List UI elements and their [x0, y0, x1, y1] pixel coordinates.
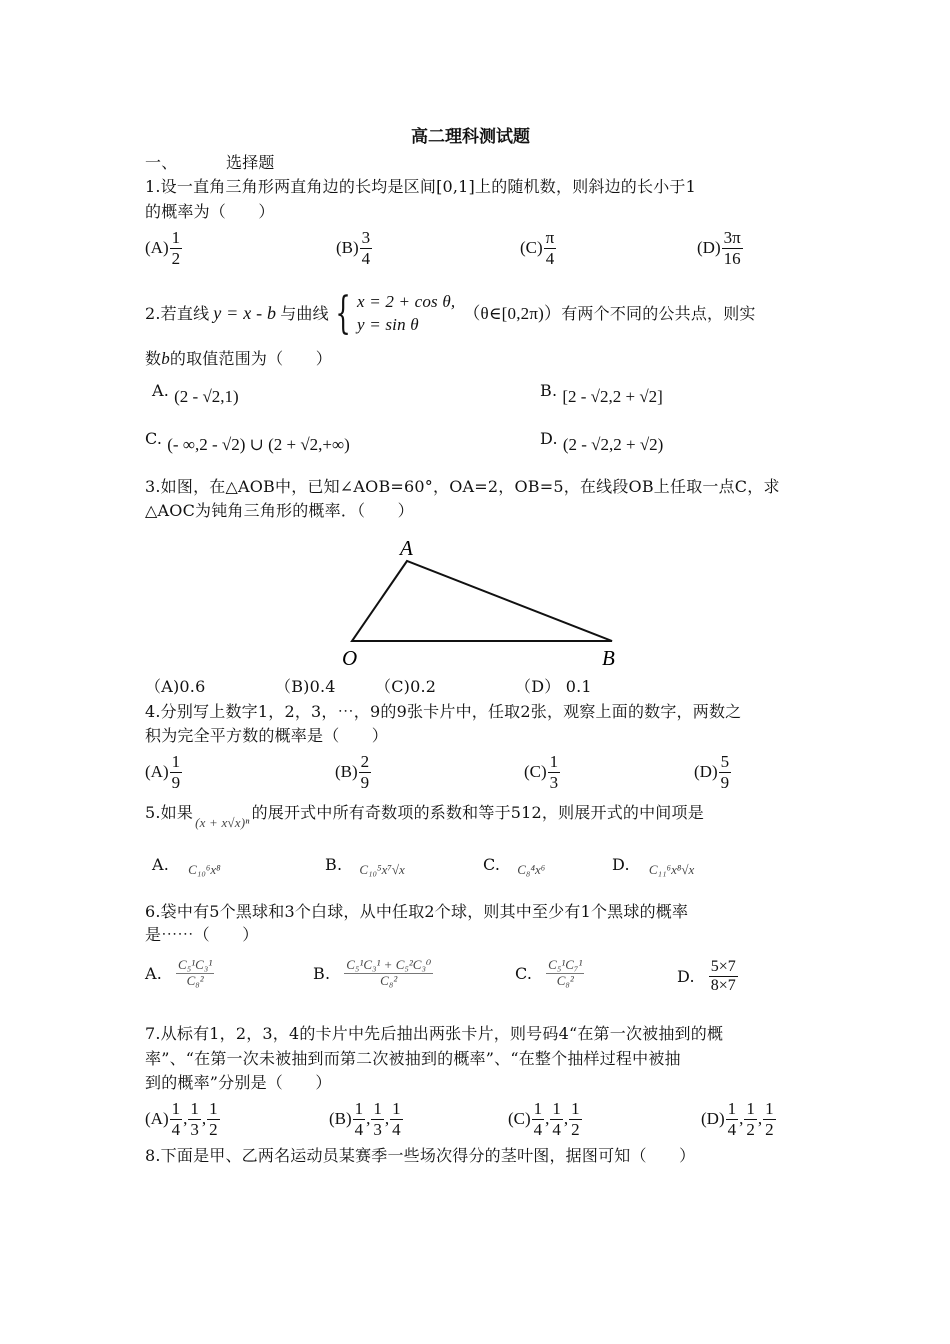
q7-option-a: (A) $\frac{1}{4}$ , $\frac{1}{3}$ , $\frac{1}{2}$ [145, 1099, 218, 1139]
fraction [709, 958, 738, 996]
option-value: C₁₁⁶x⁸√x [648, 862, 695, 877]
q8-text-line1: 8.下面是甲、乙两名运动员某赛季一些场次得分的茎叶图，据图可知（ ） [145, 1146, 696, 1165]
option-value: C₁₀⁶x⁸ [188, 862, 221, 877]
fraction [176, 958, 214, 989]
option-label: (B) [329, 1108, 352, 1128]
q1-text-line2: 的概率为（ ） [145, 202, 275, 221]
denominator: 3 [549, 772, 559, 792]
option-label: (D) [694, 761, 718, 781]
option-value: (2 - √2,1) [174, 387, 239, 406]
numerator: 1 [571, 1099, 580, 1118]
option-label: (C) [508, 1108, 531, 1128]
section-number: 一、 [145, 153, 178, 172]
fraction [763, 1099, 776, 1139]
triangle-aob [352, 561, 612, 641]
numerator: 1 [209, 1099, 218, 1118]
fraction [722, 228, 743, 268]
denominator: 4 [392, 1119, 401, 1139]
denominator: 2 [571, 1119, 580, 1139]
option-value: (- ∞,2 - √2) ∪ (2 + √2,+∞) [167, 435, 350, 454]
q6-option-b [313, 958, 434, 989]
numerator: 2 [360, 752, 370, 771]
q3-text-line2: △AOC为钝角三角形的概率．（ ） [145, 501, 414, 520]
denominator: 4 [552, 1119, 561, 1139]
q6-text-line1: 6.袋中有5个黑球和3个白球，从中任取2个球，则其中至少有1个黑球的概率 [145, 902, 689, 921]
numerator: 1 [354, 1099, 364, 1118]
line-equation: y = x - b [213, 303, 277, 324]
page-title: 高二理科测试题 [411, 127, 530, 147]
q3-option-b: （B)0.4 [275, 677, 336, 696]
q6-text-line2: 是⋯⋯（ ） [145, 925, 259, 944]
numerator: 1 [373, 1099, 382, 1118]
fraction [344, 958, 433, 989]
q5-option-a [152, 855, 221, 878]
numerator: 1 [533, 1099, 543, 1118]
section-label: 选择题 [226, 153, 275, 172]
option-label: A. [152, 381, 170, 400]
vertex-label-a: A [400, 536, 413, 560]
option-value: [2 - √2,2 + √2] [562, 387, 663, 406]
q2-option-a [152, 381, 239, 407]
option-label: D. [540, 429, 558, 448]
option-label: (A) [145, 1108, 169, 1128]
q2-start: 2.若直线 [145, 304, 210, 324]
q4-option-c [524, 752, 561, 792]
q7-text-line2: 率”、“在第一次未被抽到而第二次被抽到的概率”、“在整个抽样过程中被抽 [145, 1049, 681, 1068]
q5-start: 5.如果 [145, 803, 194, 822]
denominator: 8×7 [710, 977, 736, 995]
q3-text-line1: 3.如图，在△AOB中，已知∠AOB=60°，OA=2，OB=5，在线段OB上任取一点C，求 [145, 477, 780, 496]
numerator: 1 [171, 752, 181, 771]
denominator: 16 [723, 248, 741, 268]
option-label: (C) [524, 761, 547, 781]
q2-line2-pre: 数 [145, 349, 162, 368]
q5-text-line1 [145, 803, 704, 830]
q2-option-d [540, 429, 663, 455]
q4-text-line1: 4.分别写上数字1，2，3，⋯，9的9张卡片中，任取2张，观察上面的数字，两数之 [145, 702, 742, 721]
numerator: 1 [190, 1099, 199, 1118]
q4-text-line2: 积为完全平方数的概率是（ ） [145, 726, 389, 745]
system-eq-1: x = 2 + cos θ, [357, 292, 456, 311]
numerator: 5×7 [709, 958, 738, 977]
fraction [170, 752, 183, 792]
fraction [207, 1099, 220, 1139]
denominator: 2 [765, 1119, 774, 1139]
numerator: 1 [171, 228, 181, 247]
option-label: C. [483, 855, 501, 874]
denominator: 4 [354, 1119, 364, 1139]
fraction [744, 1099, 757, 1139]
numerator: 3π [723, 228, 741, 247]
q7-option-c: (C) $\frac{1}{4}$ , $\frac{1}{4}$ , $\frac{1}{2}$ [508, 1099, 580, 1139]
q7-text-line1: 7.从标有1，2，3，4的卡片中先后抽出两张卡片，则号码4“在第一次被抽到的概 [145, 1024, 724, 1043]
q2-mid: 与曲线 [280, 304, 329, 324]
option-label: C. [515, 963, 533, 983]
q6-option-c [515, 958, 585, 989]
fraction [546, 958, 584, 989]
q5-option-d [612, 855, 694, 878]
option-value: (2 - √2,2 + √2) [562, 435, 664, 454]
numerator: 1 [392, 1099, 401, 1118]
denominator: 4 [727, 1119, 737, 1139]
q1-option-a [145, 228, 183, 268]
denominator: 3 [190, 1119, 199, 1139]
q4-option-a [145, 752, 183, 792]
fraction [544, 228, 557, 268]
denominator: 2 [209, 1119, 218, 1139]
numerator: 3 [361, 228, 371, 247]
option-label: (B) [335, 761, 358, 781]
denominator: 4 [361, 248, 371, 268]
vertex-label-b: B [602, 646, 615, 670]
q2-text-line1 [145, 287, 756, 339]
option-value: C₈⁴x⁶ [517, 862, 546, 877]
numerator: C₅¹C₇¹ [548, 957, 583, 972]
numerator: C₅¹C₃¹ [178, 957, 213, 972]
denominator: 9 [360, 772, 370, 792]
q5-option-b [325, 855, 405, 878]
fraction [548, 752, 561, 792]
numerator: 1 [746, 1099, 755, 1118]
q6-option-a [145, 958, 215, 989]
option-label: (D) [697, 237, 721, 257]
fraction [360, 228, 373, 268]
denominator: 9 [720, 772, 730, 792]
fraction [390, 1099, 403, 1139]
vertex-label-o: O [342, 646, 358, 670]
fraction [170, 1099, 183, 1139]
q7-text-line3: 到的概率”分别是（ ） [145, 1073, 332, 1092]
fraction [371, 1099, 384, 1139]
denominator: 4 [171, 1119, 181, 1139]
parameter-range: （θ∈[0,2π)） [463, 303, 562, 323]
binomial-expression: (x + x√x)ⁿ [195, 814, 250, 830]
q1-option-d [697, 228, 744, 268]
q3-option-c: （C)0.2 [375, 677, 437, 696]
option-label: (A) [145, 237, 169, 257]
q7-option-d: (D) $\frac{1}{4}$ , $\frac{1}{2}$ , $\frac{1}{2}$ [701, 1099, 774, 1139]
option-label: B. [313, 963, 331, 983]
option-label: (D) [701, 1108, 725, 1128]
q2-text-line2 [145, 349, 332, 369]
fraction [359, 752, 372, 792]
denominator: C₈² [380, 972, 398, 988]
q2-line2-post: 的取值范围为（ ） [169, 349, 332, 368]
fraction [532, 1099, 545, 1139]
section-header [145, 153, 275, 172]
q4-option-d [694, 752, 732, 792]
fraction [569, 1099, 582, 1139]
q2-end: 有两个不同的公共点，则实 [561, 304, 756, 324]
q6-option-d [677, 958, 739, 996]
denominator: 4 [533, 1119, 543, 1139]
denominator: 4 [545, 248, 555, 268]
numerator: π [545, 228, 555, 247]
option-label: B. [325, 855, 343, 874]
q7-option-b: (B) $\frac{1}{4}$ , $\frac{1}{3}$ , $\frac{1}{4}$ [329, 1099, 401, 1139]
numerator: 1 [171, 1099, 181, 1118]
q1-option-c [520, 228, 557, 268]
left-brace-icon: { [335, 287, 351, 339]
option-value: C₁₀⁵x⁷√x [359, 862, 405, 877]
option-label: D. [612, 855, 630, 874]
option-label: B. [540, 381, 558, 400]
variable-b: b [161, 349, 170, 368]
denominator: 9 [171, 772, 181, 792]
q2-option-c [145, 429, 350, 455]
option-label: (C) [520, 237, 543, 257]
denominator: C₈² [556, 972, 574, 988]
q5-end: 的展开式中所有奇数项的系数和等于512，则展开式的中间项是 [251, 803, 704, 822]
q1-text-line1: 1.设一直角三角形两直角边的长均是区间[0,1]上的随机数，则斜边的长小于1 [145, 177, 696, 196]
q3-option-a: （A)0.6 [145, 677, 206, 696]
q1-option-b [336, 228, 373, 268]
denominator: C₈² [186, 972, 204, 988]
q4-option-b [335, 752, 372, 792]
fraction [353, 1099, 366, 1139]
fraction [726, 1099, 739, 1139]
denominator: 2 [746, 1119, 755, 1139]
denominator: 2 [171, 248, 181, 268]
numerator: C₅¹C₃¹ + C₅²C₃⁰ [346, 957, 432, 972]
option-label: D. [677, 967, 695, 987]
q2-option-b [540, 381, 663, 407]
equation-system [357, 291, 455, 337]
numerator: 5 [720, 752, 730, 771]
option-label: A. [152, 855, 170, 874]
denominator: 3 [373, 1119, 382, 1139]
option-label: (A) [145, 761, 169, 781]
option-label: (B) [336, 237, 359, 257]
numerator: 1 [549, 752, 559, 771]
q3-option-d: （D） 0.1 [515, 677, 592, 696]
system-eq-2: y = sin θ [357, 314, 419, 334]
q5-option-c [483, 855, 545, 878]
numerator: 1 [552, 1099, 561, 1118]
numerator: 1 [765, 1099, 774, 1118]
fraction [550, 1099, 563, 1139]
fraction [719, 752, 732, 792]
fraction [188, 1099, 201, 1139]
triangle-figure [330, 530, 640, 675]
option-label: A. [145, 963, 163, 983]
fraction [170, 228, 183, 268]
option-label: C. [145, 429, 163, 448]
numerator: 1 [727, 1099, 737, 1118]
